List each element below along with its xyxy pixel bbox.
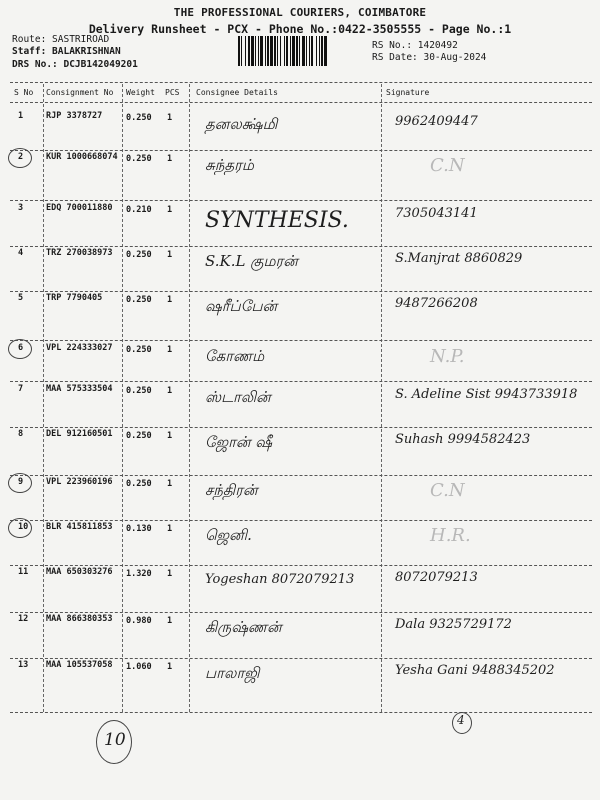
row-consignee-handwriting: S.K.L குமரன்	[205, 252, 298, 270]
column-separator	[189, 84, 190, 712]
row-separator	[10, 612, 592, 613]
row-separator	[10, 340, 592, 341]
row-pcs: 1	[167, 662, 173, 672]
row-pcs: 1	[167, 479, 173, 489]
row-consignment-no: EDQ 700011880	[46, 203, 113, 213]
row-consignee-handwriting: ஜோன் ஷீ	[205, 433, 273, 451]
row-pcs: 1	[167, 295, 173, 305]
row-weight: 0.250	[126, 154, 152, 164]
row-weight: 0.250	[126, 386, 152, 396]
row-consignment-no: TRP 7790405	[46, 293, 103, 303]
row-consignee-handwriting: தனலக்ஷ்மி	[205, 115, 278, 133]
row-weight: 1.060	[126, 662, 152, 672]
row-consignment-no: VPL 223960196	[46, 477, 113, 487]
row-signature: C.N	[430, 155, 465, 176]
row-pcs: 1	[167, 250, 173, 260]
staff-label: Staff: BALAKRISHNAN	[12, 46, 121, 57]
row-sno: 5	[18, 293, 24, 303]
row-signature: Dala 9325729172	[395, 617, 512, 632]
column-header-pcs: PCS	[165, 88, 180, 97]
row-consignment-no: DEL 912160501	[46, 429, 113, 439]
sno-circle-mark	[8, 339, 32, 359]
row-signature: N.P.	[430, 346, 465, 367]
row-pcs: 1	[167, 569, 173, 579]
row-signature: S. Adeline Sist 9943733918	[395, 387, 578, 402]
row-sno: 4	[18, 248, 24, 258]
row-pcs: 1	[167, 524, 173, 534]
row-pcs: 1	[167, 616, 173, 626]
row-sno: 2	[18, 152, 24, 162]
row-signature: H.R.	[430, 525, 471, 546]
row-signature: 9487266208	[395, 296, 478, 311]
header-top-rule	[10, 82, 592, 83]
row-pcs: 1	[167, 113, 173, 123]
row-sno: 13	[18, 660, 29, 670]
column-header-consignment: Consignment No	[46, 88, 114, 97]
row-consignee-handwriting: Yogeshan 8072079213	[205, 572, 355, 587]
row-sno: 1	[18, 111, 24, 121]
row-consignment-no: RJP 3378727	[46, 111, 103, 121]
row-signature: 8072079213	[395, 570, 478, 585]
row-separator	[10, 712, 592, 713]
sno-circle-mark	[8, 473, 32, 493]
sno-circle-mark	[8, 148, 32, 168]
row-consignee-handwriting: ஜெனி.	[205, 526, 252, 544]
row-weight: 0.250	[126, 250, 152, 260]
row-separator	[10, 291, 592, 292]
footer-note-right: 4	[457, 713, 465, 727]
row-pcs: 1	[167, 154, 173, 164]
row-consignee-handwriting: SYNTHESIS.	[205, 208, 349, 233]
row-pcs: 1	[167, 431, 173, 441]
row-weight: 0.210	[126, 205, 152, 215]
row-consignee-handwriting: ஷரீப்பேன்	[205, 297, 278, 315]
row-separator	[10, 427, 592, 428]
route-label: Route: SASTRIROAD	[12, 34, 110, 45]
row-sno: 10	[18, 522, 29, 532]
header-bottom-rule	[10, 102, 592, 103]
column-header-signature: Signature	[386, 88, 430, 97]
row-sno: 3	[18, 203, 24, 213]
row-weight: 0.250	[126, 479, 152, 489]
row-consignment-no: VPL 224333027	[46, 343, 113, 353]
row-sno: 8	[18, 429, 24, 439]
row-weight: 0.250	[126, 113, 152, 123]
row-consignee-handwriting: சுந்தரம்	[205, 156, 254, 174]
row-weight: 0.250	[126, 295, 152, 305]
row-weight: 0.250	[126, 345, 152, 355]
row-weight: 0.250	[126, 431, 152, 441]
row-consignment-no: MAA 650303276	[46, 567, 113, 577]
row-sno: 12	[18, 614, 29, 624]
row-pcs: 1	[167, 345, 173, 355]
column-separator	[381, 84, 382, 712]
row-separator	[10, 150, 592, 151]
row-weight: 1.320	[126, 569, 152, 579]
drs-number: DRS No.: DCJB142049201	[12, 59, 138, 70]
row-separator	[10, 565, 592, 566]
row-separator	[10, 475, 592, 476]
row-consignment-no: MAA 575333504	[46, 384, 113, 394]
row-separator	[10, 658, 592, 659]
row-signature: Suhash 9994582423	[395, 432, 531, 447]
rs-number: RS No.: 1420492	[372, 40, 458, 51]
column-header-weight: Weight	[126, 88, 155, 97]
row-separator	[10, 520, 592, 521]
row-signature: 9962409447	[395, 114, 478, 129]
row-consignment-no: MAA 866380353	[46, 614, 113, 624]
row-separator	[10, 246, 592, 247]
column-header-consignee: Consignee Details	[196, 88, 278, 97]
barcode-bar	[327, 36, 328, 66]
row-separator	[10, 381, 592, 382]
row-sno: 6	[18, 343, 24, 353]
column-separator	[122, 84, 123, 712]
row-consignment-no: TRZ 270038973	[46, 248, 113, 258]
barcode	[238, 36, 366, 66]
row-consignee-handwriting: கோணம்	[205, 347, 265, 365]
row-consignment-no: MAA 105537058	[46, 660, 113, 670]
row-sno: 9	[18, 477, 24, 487]
column-header-sno: S No	[14, 88, 34, 97]
row-pcs: 1	[167, 205, 173, 215]
row-weight: 0.980	[126, 616, 152, 626]
row-sno: 7	[18, 384, 24, 394]
row-consignment-no: KUR 1000668074	[46, 152, 118, 162]
rs-date: RS Date: 30-Aug-2024	[372, 52, 487, 63]
row-signature: 7305043141	[395, 206, 478, 221]
runsheet-subtitle: Delivery Runsheet - PCX - Phone No.:0422-3505555 - Page No.:1	[88, 22, 512, 36]
row-weight: 0.130	[126, 524, 152, 534]
row-signature: C.N	[430, 480, 465, 501]
row-signature: S.Manjrat 8860829	[395, 251, 523, 266]
column-separator	[43, 84, 44, 712]
sno-circle-mark	[8, 518, 32, 538]
row-consignee-handwriting: ஸ்டாலின்	[205, 388, 271, 406]
row-consignee-handwriting: கிருஷ்ணன்	[205, 618, 282, 636]
row-consignment-no: BLR 415811853	[46, 522, 113, 532]
row-separator	[10, 200, 592, 201]
row-consignee-handwriting: சந்திரன்	[205, 481, 258, 499]
footer-note-left: 10	[104, 730, 126, 750]
row-signature: Yesha Gani 9488345202	[395, 663, 555, 678]
company-title: THE PROFESSIONAL COURIERS, COIMBATORE	[173, 6, 427, 19]
row-consignee-handwriting: பாலாஜி	[205, 664, 260, 682]
row-pcs: 1	[167, 386, 173, 396]
row-sno: 11	[18, 567, 29, 577]
